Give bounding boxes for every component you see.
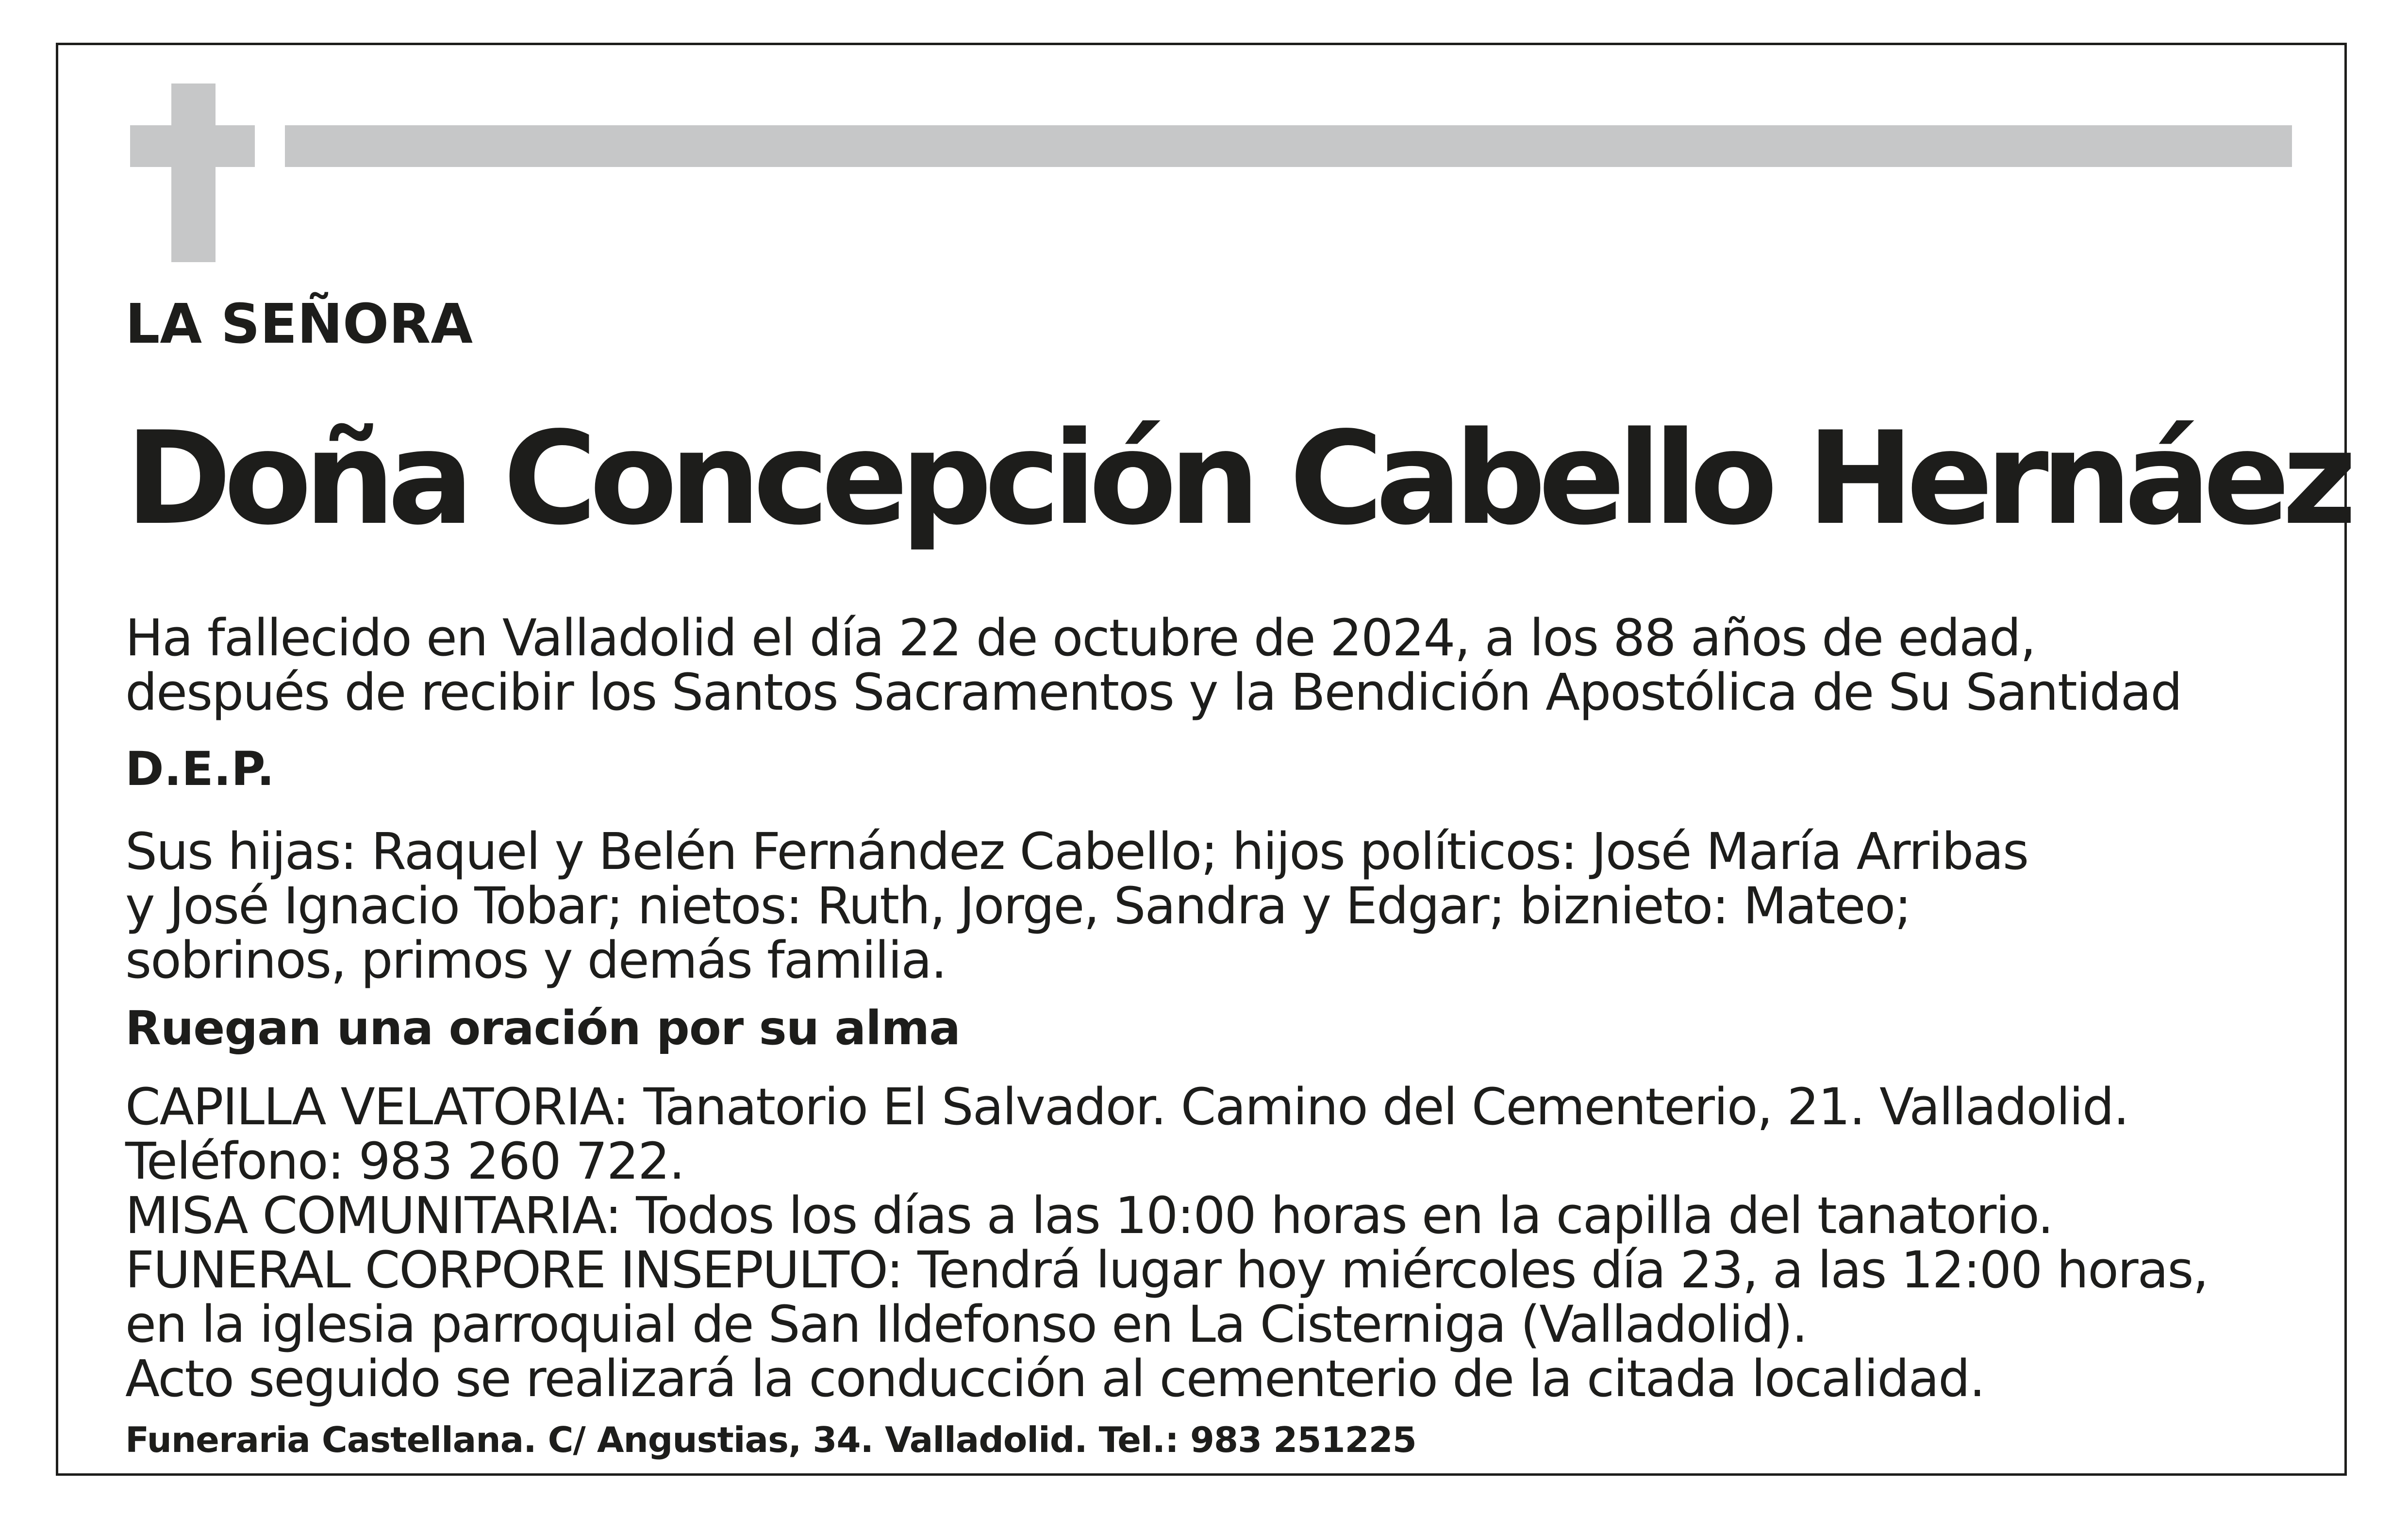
prayer-request: Ruegan una oración por su alma (125, 1001, 960, 1055)
death-line: después de recibir los Santos Sacramentos y la Bendición Apostólica de Su Santidad (125, 663, 2182, 722)
service-details (125, 1077, 2208, 1408)
cross-icon-vertical-bar (171, 83, 216, 262)
honorific: LA SEÑORA (125, 293, 473, 356)
rest-in-peace: D.E.P. (125, 742, 275, 796)
family-line: y José Ignacio Tobar; nietos: Ruth, Jorge, Sandra y Edgar; biznieto: Mateo; (125, 876, 1911, 935)
deceased-name: Doña Concepción Cabello Hernáez (125, 404, 2349, 553)
family-line: Sus hijas: Raquel y Belén Fernández Cabello; hijos políticos: José María Arribas (125, 822, 2028, 881)
service-line: MISA COMUNITARIA: Todos los días a las 10:00 horas en la capilla del tanatorio. (125, 1186, 2053, 1245)
cross-icon-horizontal-bar (130, 125, 255, 167)
service-line: FUNERAL CORPORE INSEPULTO: Tendrá lugar hoy miércoles día 23, a las 12:00 horas, (125, 1240, 2208, 1300)
service-line: Teléfono: 983 260 722. (125, 1132, 684, 1191)
death-line: Ha fallecido en Valladolid el día 22 de octubre de 2024, a los 88 años de edad, (125, 608, 2035, 667)
header-rule (285, 125, 2292, 167)
service-line: CAPILLA VELATORIA: Tanatorio El Salvador. Camino del Cementerio, 21. Valladolid. (125, 1077, 2128, 1136)
family-list (125, 822, 2028, 990)
family-line: sobrinos, primos y demás familia. (125, 931, 947, 990)
service-line: Acto seguido se realizará la conducción al cementerio de la citada localidad. (125, 1349, 1985, 1408)
service-line: en la iglesia parroquial de San Ildefonso en La Cisterniga (Valladolid). (125, 1295, 1807, 1354)
death-announcement (125, 608, 2182, 722)
funeral-home-footer: Funeraria Castellana. C/ Angustias, 34. Valladolid. Tel.: 983 251225 (125, 1419, 1416, 1460)
